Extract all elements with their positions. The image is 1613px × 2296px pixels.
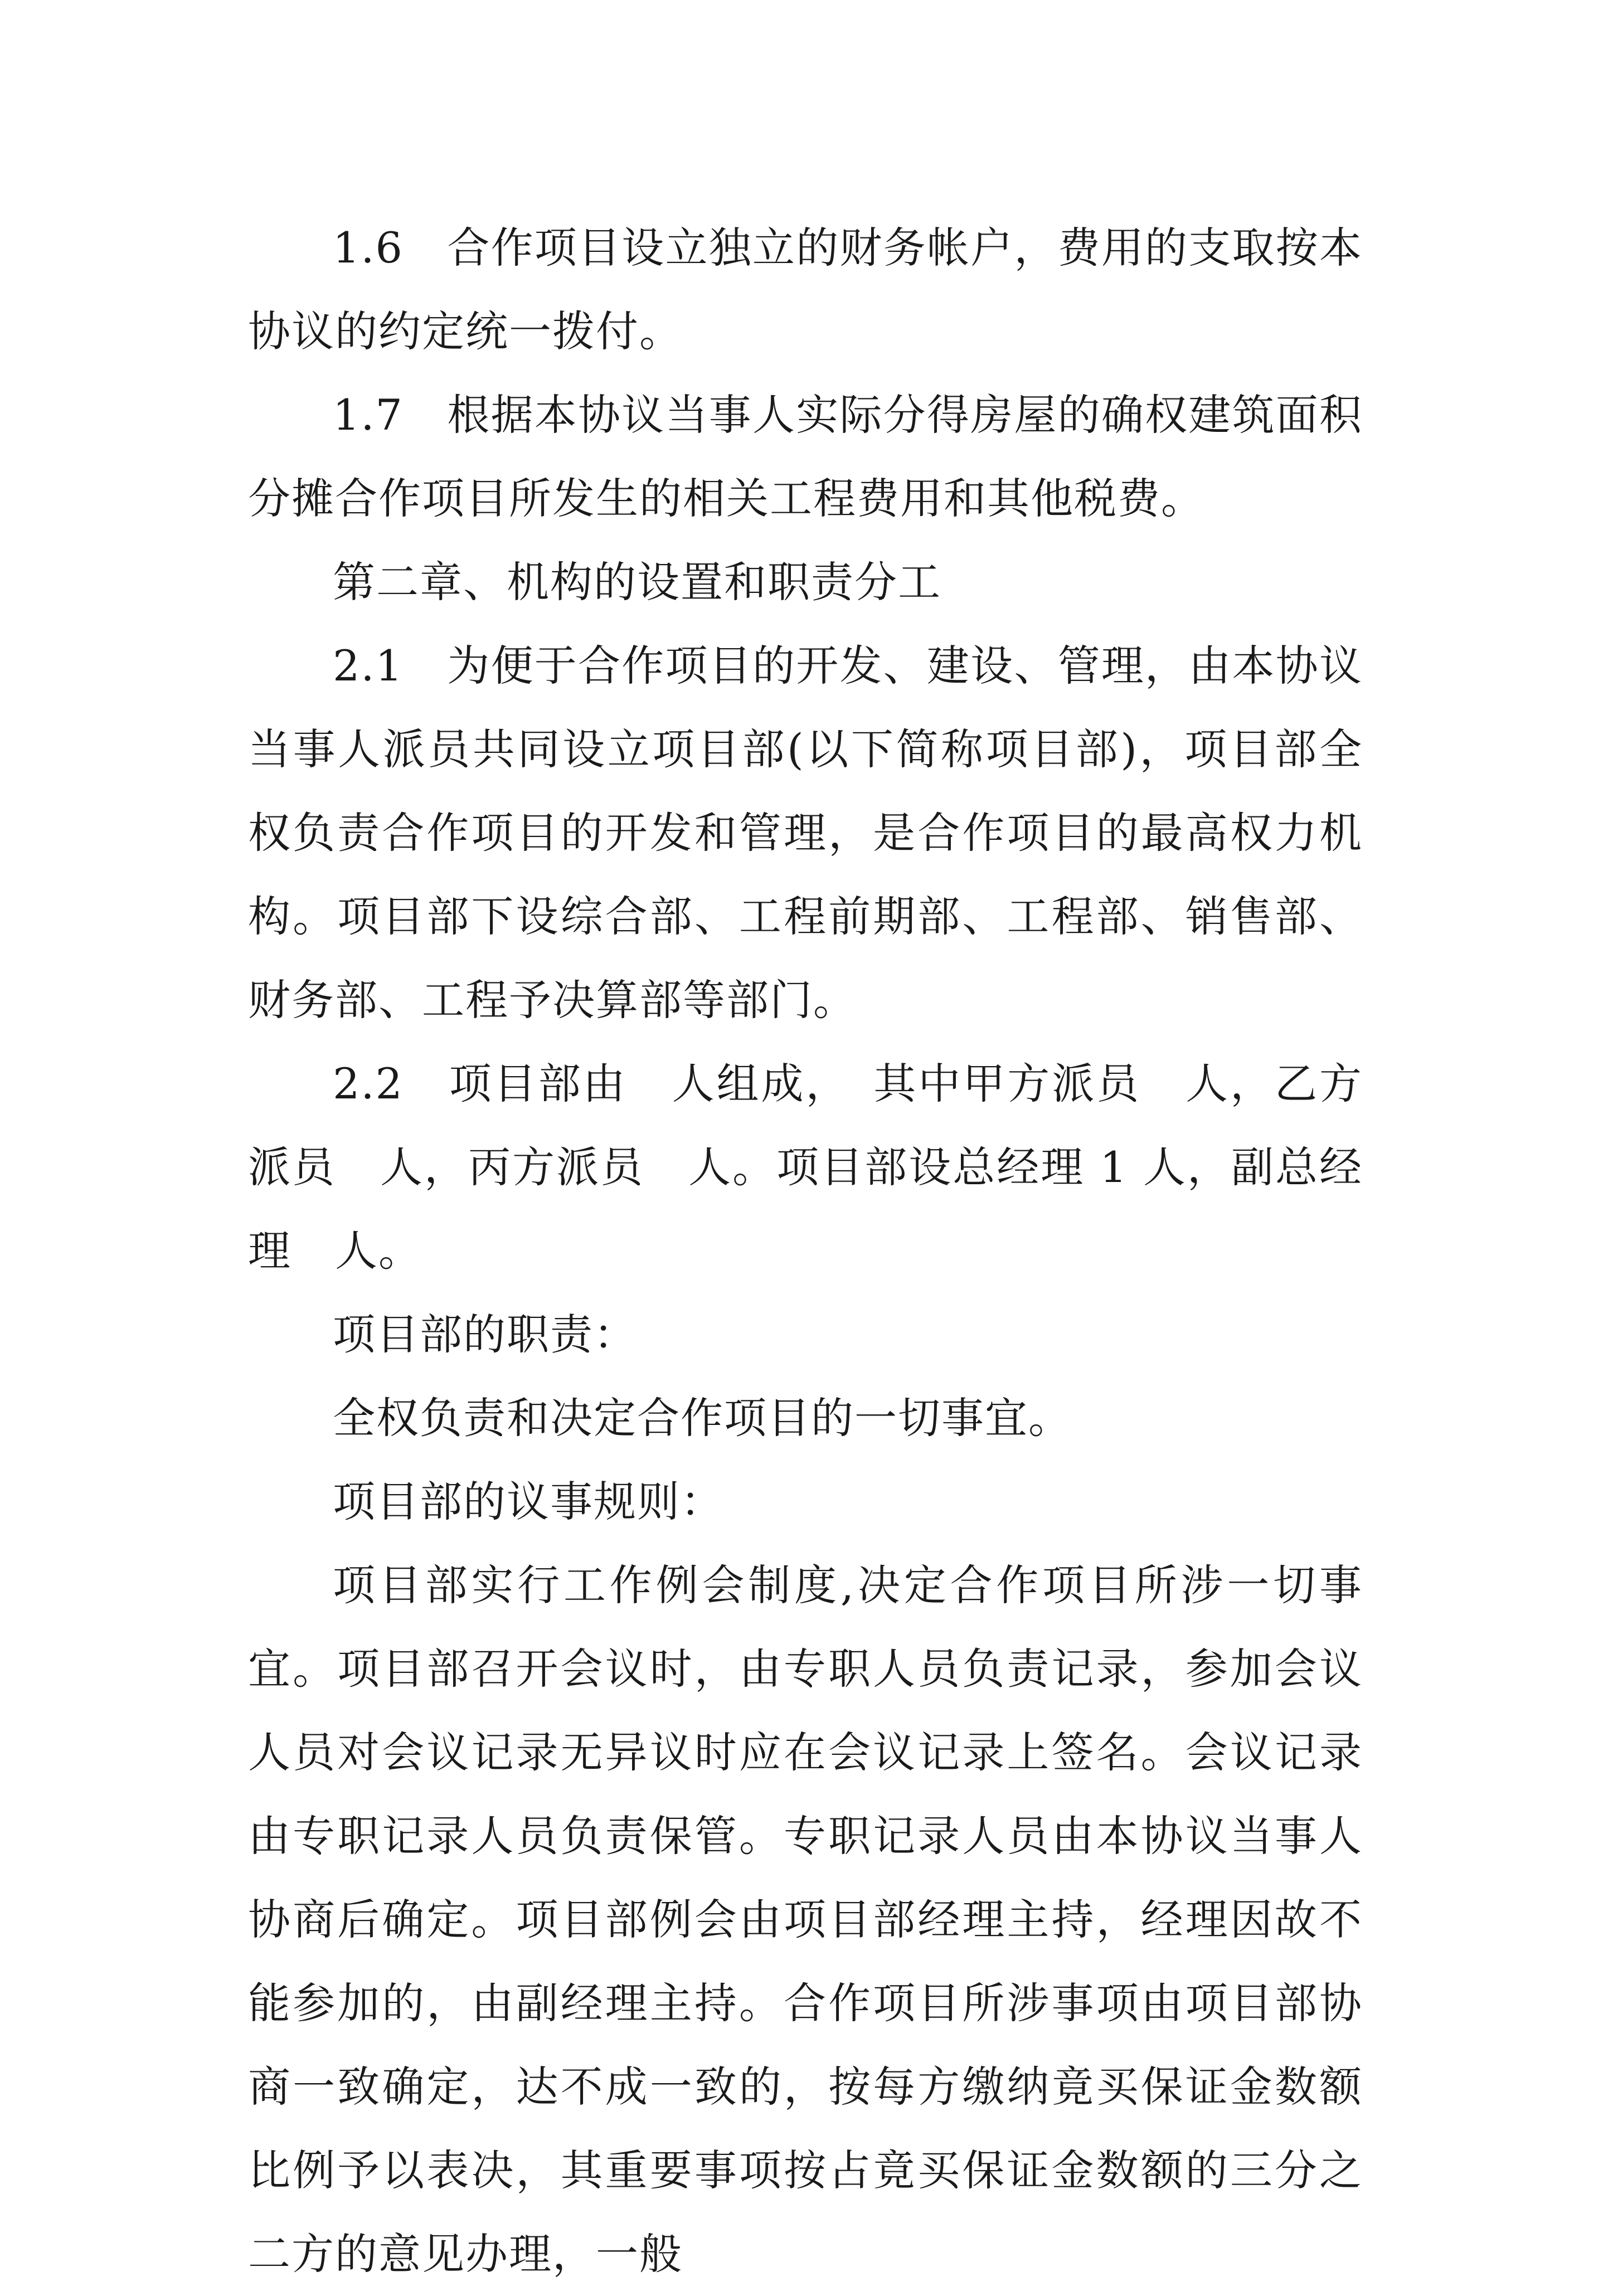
- chapter-2-heading: 第二章、机构的设置和职责分工: [333, 557, 941, 607]
- clause-1-7: 1.7 根据本协议当事人实际分得房屋的确权建筑面积分摊合作项目所发生的相关工程费用和其他税费。: [248, 390, 1363, 523]
- clause-2-2: 2.2 项目部由 人组成， 其中甲方派员 人，乙方派员 人，丙方派员 人。项目部设总经理 1 人，副总经理 人。: [248, 1059, 1363, 1276]
- rules-heading: 项目部的议事规则：: [333, 1477, 724, 1526]
- clause-1-6: 1.6 合作项目设立独立的财务帐户，费用的支取按本协议的约定统一拨付。: [248, 223, 1363, 356]
- duties-heading: 项目部的职责：: [333, 1310, 637, 1359]
- rules-text: 项目部实行工作例会制度,决定合作项目所涉一切事宜。项目部召开会议时，由专职人员负责记录，参加会议人员对会议记录无异议时应在会议记录上签名。会议记录由专职记录人员负责保管。专职记录人员由本协议当事人协商后确定。项目部例会由项目部经理主持，经理因故不能参加的，由副经理主持。合作项目所涉事项由项目部协商一致确定，达不成一致的，按每方缴纳竟买保证金数额比例予以表决，其重要事项按占竟买保证金数额的三分之二方的意见办理，一般: [248, 1560, 1363, 2279]
- body-text: [248, 206, 1363, 2296]
- clause-2-1: 2.1 为便于合作项目的开发、建设、管理，由本协议当事人派员共同设立项目部(以下简称项目部)，项目部全权负责合作项目的开发和管理，是合作项目的最高权力机构。项目部下设综合部、工程前期部、工程部、销售部、财务部、工程予决算部等部门。: [248, 641, 1363, 1025]
- duties-text: 全权负责和决定合作项目的一切事宜。: [333, 1393, 1072, 1443]
